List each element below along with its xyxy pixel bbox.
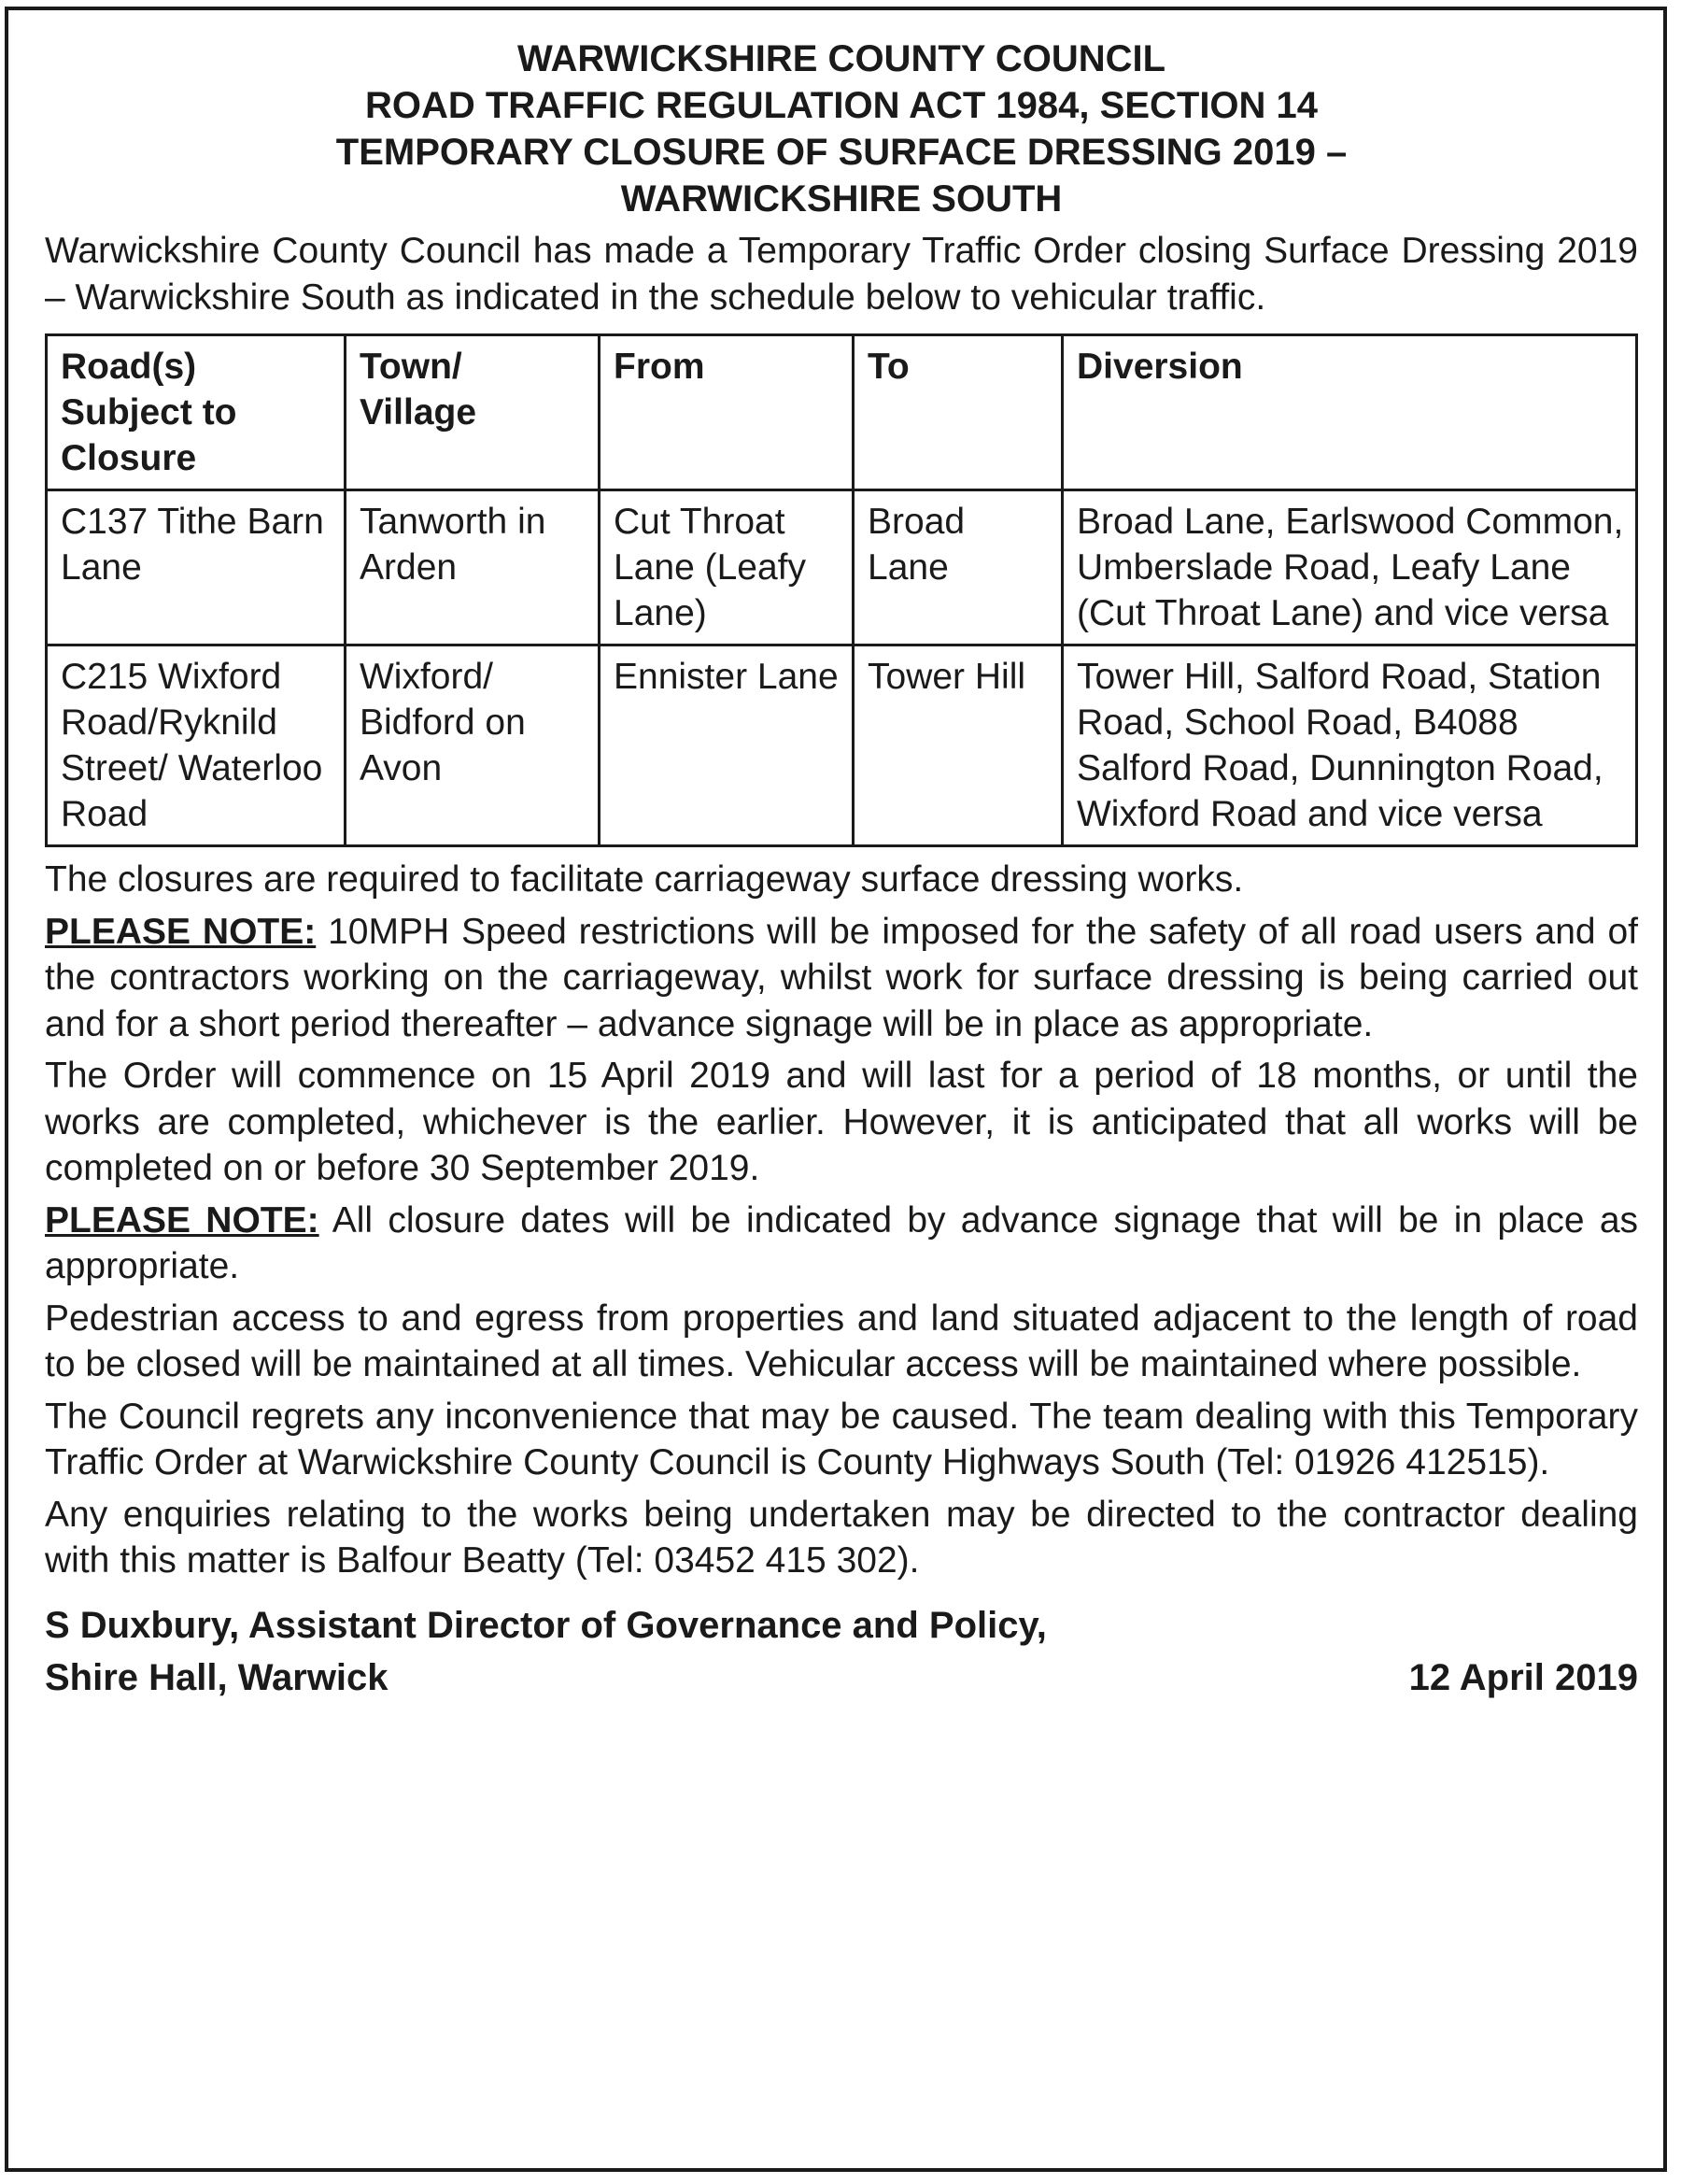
notice-date: 12 April 2019: [1408, 1656, 1638, 1698]
signage-note-text: All closure dates will be indicated by advance signage that will be in place as appropriate.: [45, 1199, 1639, 1286]
notice-content: [45, 35, 1638, 1704]
column-header-to: To: [854, 335, 1063, 490]
order-title-line1: TEMPORARY CLOSURE OF SURFACE DRESSING 2019 –: [335, 132, 1348, 173]
commencement-paragraph: The Order will commence on 15 April 2019 and will last for a period of 18 months, or until the works are completed, whichever is the earlier. However, it is anticipated that all works will be completed on or before 30 September 2019.: [45, 1056, 1638, 1188]
cell-road: C215 Wixford Road/Ryknild Street/ Waterloo Road: [47, 645, 346, 846]
cell-town: Wixford/ Bidford on Avon: [346, 645, 600, 846]
column-header-town: Town/ Village: [346, 335, 600, 490]
signatory-address: Shire Hall, Warwick: [45, 1656, 388, 1698]
cell-to: Tower Hill: [854, 645, 1063, 846]
column-header-diversion: Diversion: [1063, 335, 1637, 490]
cell-from: Cut Throat Lane (Leafy Lane): [600, 490, 854, 645]
column-header-from: From: [600, 335, 854, 490]
cell-road: C137 Tithe Barn Lane: [47, 490, 346, 645]
cell-town: Tanworth in Arden: [346, 490, 600, 645]
access-paragraph: Pedestrian access to and egress from properties and land situated adjacent to the length of road to be closed will be maintained at all times. Vehicular access will be maintained where possible.: [45, 1298, 1638, 1384]
signatory-name-title: S Duxbury, Assistant Director of Governance and Policy,: [45, 1604, 1047, 1646]
table-row: [47, 645, 1637, 846]
intro-paragraph: Warwickshire County Council has made a Temporary Traffic Order closing Surface Dressing 2019 – Warwickshire South as indicated in the schedule below to vehicular traffic.: [45, 231, 1638, 318]
please-note-label: PLEASE NOTE:: [45, 911, 317, 952]
signature-block: [45, 1599, 1638, 1704]
cell-to: Broad Lane: [854, 490, 1063, 645]
column-header-road: Road(s) Subject to Closure: [47, 335, 346, 490]
act-title: ROAD TRAFFIC REGULATION ACT 1984, SECTION 14: [364, 85, 1319, 126]
speed-note-paragraph: [45, 909, 1638, 1048]
closure-schedule-table: [45, 333, 1638, 847]
order-title-line2: WARWICKSHIRE SOUTH: [620, 178, 1063, 220]
cell-diversion: Tower Hill, Salford Road, Station Road, School Road, B4088 Salford Road, Dunnington Road, Wixford Road and vice versa: [1063, 645, 1637, 846]
table-row: [47, 490, 1637, 645]
speed-note-text: 10MPH Speed restrictions will be imposed for the safety of all road users and of the contractors working on the carriageway, whilst work for surface dressing is being carried out and for a short period thereafter – advance signage will be in place as appropriate.: [45, 911, 1638, 1044]
table-header-row: [47, 335, 1637, 490]
please-note-label: PLEASE NOTE:: [45, 1199, 319, 1241]
signature-address-row: [45, 1652, 1638, 1704]
signage-note-paragraph: [45, 1198, 1638, 1290]
purpose-paragraph: The closures are required to facilitate carriageway surface dressing works.: [45, 859, 1244, 900]
council-title: WARWICKSHIRE COUNTY COUNCIL: [516, 38, 1166, 79]
regrets-paragraph: The Council regrets any inconvenience that may be caused. The team dealing with this Temporary Traffic Order at Warwickshire County Council is County Highways South (Tel: 01926 412515).: [45, 1396, 1638, 1482]
enquiries-paragraph: Any enquiries relating to the works being undertaken may be directed to the contractor dealing with this matter is Balfour Beatty (Tel: 03452 415 302).: [45, 1494, 1638, 1581]
cell-from: Ennister Lane: [600, 645, 854, 846]
cell-diversion: Broad Lane, Earlswood Common, Umberslade Road, Leafy Lane (Cut Throat Lane) and vice versa: [1063, 490, 1637, 645]
